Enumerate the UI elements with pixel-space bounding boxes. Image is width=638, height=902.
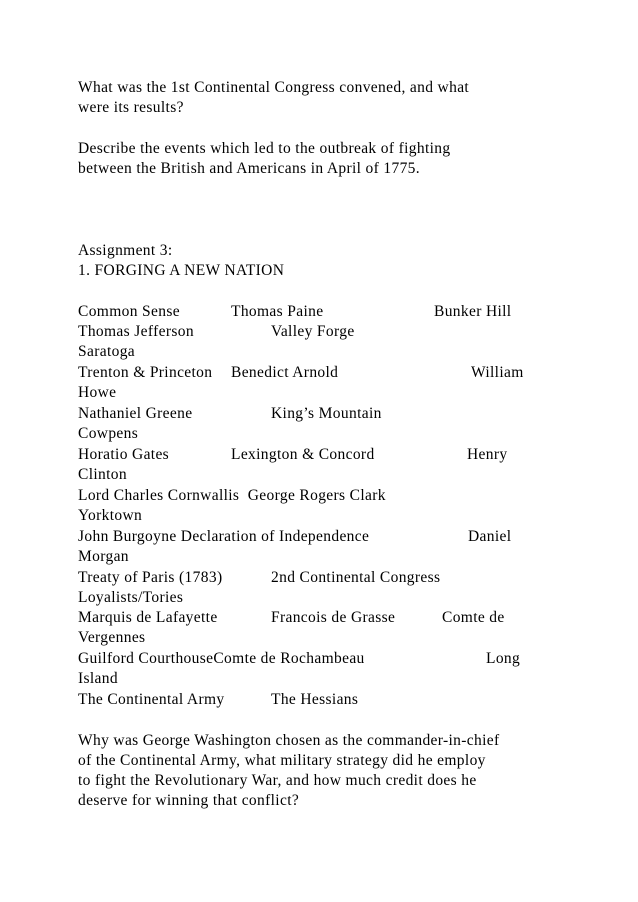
term-cornwallis-clark: Lord Charles Cornwallis George Rogers Clark <box>78 487 386 504</box>
term-daniel-morgan-part2: Morgan <box>78 548 129 565</box>
term-long-island-part1: Long <box>486 650 521 667</box>
term-trenton-princeton: Trenton & Princeton <box>78 364 213 381</box>
term-long-island-part2: Island <box>78 670 118 687</box>
term-yorktown: Yorktown <box>78 507 143 524</box>
term-daniel-morgan-part1: Daniel <box>468 528 512 545</box>
term-henry-clinton-part2: Clinton <box>78 466 127 483</box>
assignment-subheading: 1. FORGING A NEW NATION <box>78 262 285 279</box>
question3-line2: of the Continental Army, what military strategy did he employ <box>78 752 486 769</box>
term-de-grasse: Francois de Grasse <box>271 609 396 626</box>
question3-line1: Why was George Washington chosen as the commander-in-chief <box>78 732 500 749</box>
term-william-howe-part2: Howe <box>78 384 117 401</box>
question2-line2: between the British and Americans in April of 1775. <box>78 160 420 177</box>
term-hessians: The Hessians <box>271 691 359 708</box>
term-common-sense: Common Sense <box>78 303 180 320</box>
term-henry-clinton-part1: Henry <box>467 446 508 463</box>
term-lafayette: Marquis de Lafayette <box>78 609 218 626</box>
term-second-continental-congress: 2nd Continental Congress <box>271 569 441 586</box>
term-vergennes-part2: Vergennes <box>78 629 146 646</box>
term-cowpens: Cowpens <box>78 425 139 442</box>
term-burgoyne-declaration: John Burgoyne Declaration of Independence <box>78 528 370 545</box>
question1-line1: What was the 1st Continental Congress convened, and what <box>78 79 470 96</box>
assignment-heading: Assignment 3: <box>78 242 173 259</box>
term-vergennes-part1: Comte de <box>442 609 505 626</box>
term-bunker-hill: Bunker Hill <box>434 303 512 320</box>
question3-line4: deserve for winning that conflict? <box>78 792 300 809</box>
question2-line1: Describe the events which led to the outbreak of fighting <box>78 140 451 157</box>
term-kings-mountain: King’s Mountain <box>271 405 382 422</box>
term-guilford-rochambeau: Guilford CourthouseComte de Rochambeau <box>78 650 365 667</box>
term-continental-army: The Continental Army <box>78 691 225 708</box>
term-saratoga: Saratoga <box>78 343 136 360</box>
term-thomas-jefferson: Thomas Jefferson <box>78 323 194 340</box>
term-nathaniel-greene: Nathaniel Greene <box>78 405 193 422</box>
term-benedict-arnold: Benedict Arnold <box>231 364 339 381</box>
term-horatio-gates: Horatio Gates <box>78 446 170 463</box>
term-valley-forge: Valley Forge <box>271 323 355 340</box>
term-william-howe-part1: William <box>471 364 524 381</box>
term-lexington-concord: Lexington & Concord <box>231 446 375 463</box>
term-treaty-of-paris: Treaty of Paris (1783) <box>78 569 223 586</box>
question1-line2: were its results? <box>78 99 184 116</box>
question3-line3: to fight the Revolutionary War, and how much credit does he <box>78 772 477 789</box>
term-loyalists-tories: Loyalists/Tories <box>78 589 184 606</box>
term-thomas-paine: Thomas Paine <box>231 303 324 320</box>
